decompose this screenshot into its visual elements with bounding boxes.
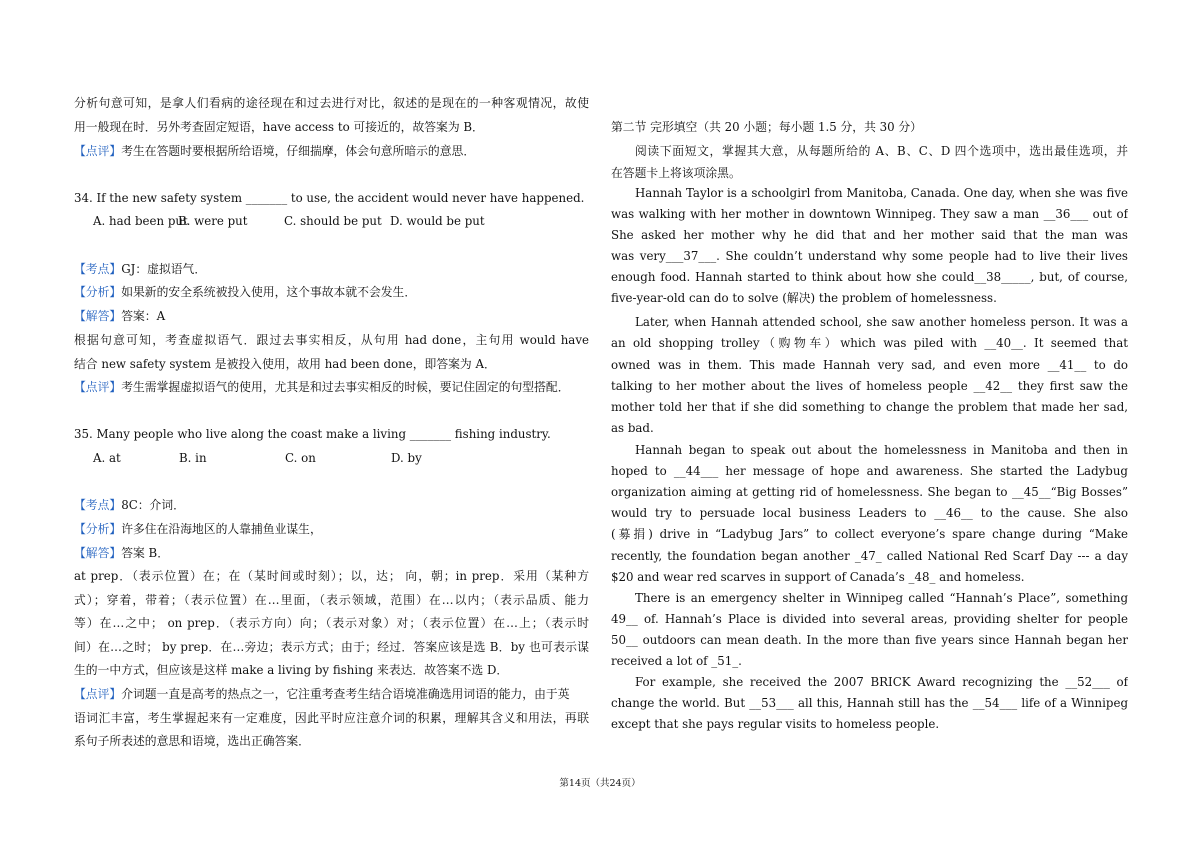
option: A. at xyxy=(93,451,121,465)
question-35: 35. Many people who live along the coast make a living _______ fishing industry. xyxy=(74,427,551,441)
passage-line: (募捐) drive in “Ladybug Jars” to collect everyone’s spare change during “Make xyxy=(611,527,1128,541)
option: A. had been put xyxy=(93,214,188,228)
instruction-line: 阅读下面短文，掌握其大意，从每题所给的 A、B、C、D 四个选项中，选出最佳选项，并 xyxy=(635,144,1128,158)
passage-line: enough food. Hannah started to think about how she could__38_____, but, of course, xyxy=(611,270,1128,284)
comment-tag: 【点评】 xyxy=(74,687,122,701)
answer-tag: 【解答】 xyxy=(74,309,122,323)
option: D. would be put xyxy=(390,214,485,228)
passage-line: change the world. But __53___ all this, Hannah still has the __54___ life of a Winnipeg xyxy=(611,696,1128,710)
analysis-line: 用一般现在时．另外考查固定短语，have access to 可接近的，故答案为 B． xyxy=(74,120,484,134)
page-footer: 第14页（共24页） xyxy=(559,778,641,789)
section-heading: 第二节 完形填空（共 20 小题；每小题 1.5 分，共 30 分） xyxy=(611,120,922,134)
comment-line: 系句子所表述的意思和语境，选出正确答案． xyxy=(74,734,310,748)
answer-text: 答案：A xyxy=(121,309,166,323)
explanation-line: 根据句意可知，考查虚拟语气．跟过去事实相反，从句用 had done，主句用 would have xyxy=(74,333,589,347)
passage-line: an old shopping trolley（购物车）which was piled with __40__. It seemed that xyxy=(611,336,1128,350)
point-text: GJ：虚拟语气． xyxy=(121,262,207,276)
passage-line: She asked her mother why he did that and her mother said that the man was xyxy=(611,228,1128,242)
comment-line xyxy=(74,687,589,701)
option: C. should be put xyxy=(284,214,382,228)
point-tag: 【考点】 xyxy=(74,498,122,512)
passage-line: Hannah Taylor is a schoolgirl from Manitoba, Canada. One day, when she was five xyxy=(635,186,1128,200)
passage-line: Hannah began to speak out about the homelessness in Manitoba and then in xyxy=(635,443,1128,457)
passage-line: except that she pays regular visits to homeless people. xyxy=(611,717,940,731)
comment-line xyxy=(74,144,475,158)
answer-text: 答案 B． xyxy=(121,546,170,560)
passage-line: There is an emergency shelter in Winnipeg called “Hannah’s Place”, something xyxy=(635,591,1128,605)
passage-line: 49__ of. Hannah’s Place is divided into several areas, providing shelter for people xyxy=(611,612,1128,626)
answer-line xyxy=(74,309,165,323)
analysis-line xyxy=(74,522,322,536)
passage-line: 50__ outdoors can mean death. In the more than five years since Hannah began her xyxy=(611,633,1128,647)
passage-line: For example, she received the 2007 BRICK Award recognizing the __52___ of xyxy=(635,675,1128,689)
analysis-line: 分析句意可知，是拿人们看病的途径现在和过去进行对比，叙述的是现在的一种客观情况，故使 xyxy=(74,96,589,110)
instruction-line: 在答题卡上将该项涂黑。 xyxy=(611,166,741,180)
comment-text: 介词题一直是高考的热点之一，它注重考查考生结合语境准确选用词语的能力，由于英 xyxy=(121,687,570,701)
answer-tag: 【解答】 xyxy=(74,546,122,560)
question-34-options xyxy=(93,214,485,228)
question-35-options xyxy=(93,451,422,465)
comment-text: 考生需掌握虚拟语气的使用，尤其是和过去事实相反的时候，要记住固定的句型搭配． xyxy=(121,380,570,394)
passage-line: mother told her that if she did something to change the problem that made her sad, xyxy=(611,400,1128,414)
option: D. by xyxy=(391,451,422,465)
passage-line: Later, when Hannah attended school, she saw another homeless person. It was a xyxy=(635,315,1128,329)
passage-line: as bad. xyxy=(611,421,654,435)
analysis-tag: 【分析】 xyxy=(74,285,122,299)
question-34: 34. If the new safety system _______ to use, the accident would never have happened. xyxy=(74,191,585,205)
explanation-line: 结合 new safety system 是被投入使用，故用 had been done，即答案为 A． xyxy=(74,357,496,371)
option: B. in xyxy=(179,451,207,465)
explanation-line: 间）在…之时； by prep．在…旁边；表示方式；由于；经过．答案应该是选 B．by 也可表示谋 xyxy=(74,640,589,654)
passage-line: talking to her mother about the lives of homeless people __42__ they first saw the xyxy=(611,379,1128,393)
explanation-line: 式）；穿着，带着；（表示位置）在…里面，（表示领域，范围）在…以内；（表示品质、能力 xyxy=(74,593,589,607)
passage-line: $20 and wear red scarves in support of Canada’s _48_ and homeless. xyxy=(611,570,1025,584)
explanation-line: 生的一中方式，但应该是这样 make a living by fishing 来表达．故答案不选 D． xyxy=(74,663,509,677)
answer-line xyxy=(74,546,169,560)
analysis-tag: 【分析】 xyxy=(74,522,122,536)
passage-line: five-year-old can do to solve (解决) the problem of homelessness. xyxy=(611,291,997,305)
point-line xyxy=(74,498,185,512)
explanation-line: at prep．（表示位置）在；在（某时间或时刻）；以，达； 向，朝；in prep．采用（某种方 xyxy=(74,569,589,583)
passage-line: would try to persuade local business Leaders to __46__ to the cause. She also xyxy=(611,506,1128,520)
comment-tag: 【点评】 xyxy=(74,380,122,394)
comment-line: 语词汇丰富，考生掌握起来有一定难度，因此平时应注意介词的积累，理解其含义和用法，再联 xyxy=(74,711,589,725)
comment-line xyxy=(74,380,570,394)
point-line xyxy=(74,262,206,276)
passage-line: was very___37___. She couldn’t understand why some people had to live their lives xyxy=(611,249,1128,263)
passage-line: recently, the foundation began another _47_ called National Red Scarf Day --- a day xyxy=(611,549,1128,563)
analysis-text: 如果新的安全系统被投入使用，这个事故本就不会发生． xyxy=(121,285,417,299)
passage-line: organization aiming at getting rid of homelessness. She began to __45__“Big Bosses” xyxy=(611,485,1128,499)
explanation-line: 等）在…之中； on prep．（表示方向）向；（表示对象）对；（表示位置）在…上；（表示时 xyxy=(74,616,589,630)
comment-text: 考生在答题时要根据所给语境，仔细揣摩，体会句意所暗示的意思． xyxy=(121,144,476,158)
point-text: 8C：介词． xyxy=(121,498,185,512)
passage-line: hoped to __44___ her message of hope and awareness. She started the Ladybug xyxy=(611,464,1128,478)
analysis-text: 许多住在沿海地区的人靠捕鱼业谋生， xyxy=(121,522,322,536)
option: B. were put xyxy=(178,214,248,228)
option: C. on xyxy=(285,451,316,465)
passage-line: owned was in them. This made Hannah very sad, and even more __41__ to do xyxy=(611,358,1128,372)
analysis-line xyxy=(74,285,416,299)
passage-line: was walking with her mother in downtown Winnipeg. They saw a man __36___ out of xyxy=(611,207,1128,221)
comment-tag: 【点评】 xyxy=(74,144,122,158)
point-tag: 【考点】 xyxy=(74,262,122,276)
passage-line: received a lot of _51_. xyxy=(611,654,742,668)
